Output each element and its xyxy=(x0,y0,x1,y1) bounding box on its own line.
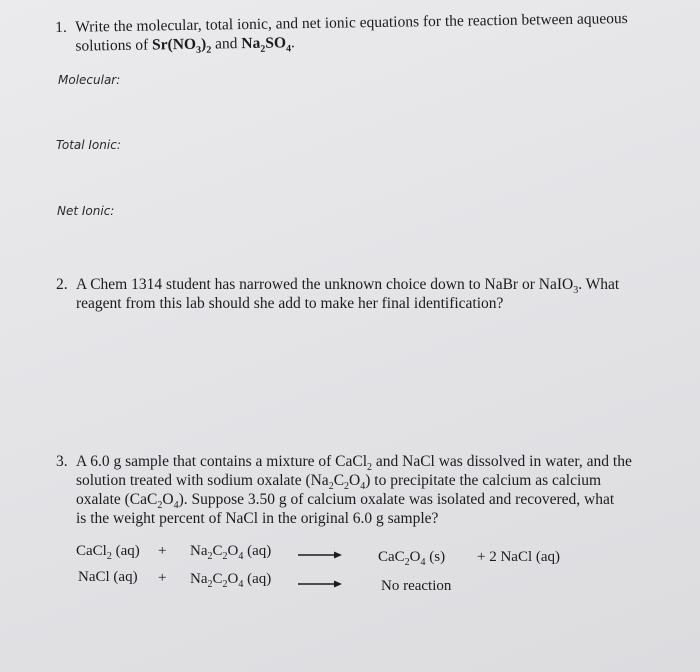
reaction-2-product: No reaction xyxy=(381,578,452,594)
reaction-1-product: $CaC_2O_4$ (s) xyxy=(378,549,446,568)
question-1 xyxy=(55,8,666,56)
reaction-1-reactant-2: $Na_2C_2O_4$ (aq) xyxy=(190,543,272,562)
question-1-number: 1. xyxy=(55,18,67,36)
reaction-1-plus: + xyxy=(158,543,167,559)
question-3-number: 3. xyxy=(56,453,68,470)
question-3-line-3: oxalate $(CaC_2O_4)$. Suppose 3.50 g of calcium oxalate was isolated and recovered, what xyxy=(76,491,615,512)
question-3-line-4: is the weight percent of NaCl in the original 6.0 g sample? xyxy=(76,510,439,527)
question-3-line-2: solution treated with sodium oxalate $(Na_2C_2O_4)$ to precipitate the calcium as calcium xyxy=(76,472,602,493)
label-total-ionic: Total Ionic: xyxy=(56,138,121,152)
reaction-2-reactant-2: $Na_2C_2O_4$ (aq) xyxy=(190,571,272,590)
question-2 xyxy=(56,275,666,313)
question-2-line-1: A Chem 1314 student has narrowed the unknown choice down to NaBr or NaIO$_3$. What xyxy=(76,276,620,297)
question-1-line-1: Write the molecular, total ionic, and net ionic equations for the reaction between aqueous xyxy=(75,10,628,36)
question-1-line-2: solutions of $Sr(NO_3)_2$ and $Na_2SO_4$. xyxy=(75,34,295,56)
formula-sodium-sulfate: $Na_2SO_4$ xyxy=(241,34,292,55)
label-net-ionic: Net Ionic: xyxy=(57,204,115,218)
reaction-1-product-2: + 2 NaCl (aq) xyxy=(477,549,561,565)
question-3-line-1: A 6.0 g sample that contains a mixture of CaCl$_2$ and NaCl was dissolved in water, and the xyxy=(76,453,632,474)
formula-strontium-nitrate: $Sr(NO_3)_2$ xyxy=(151,35,212,56)
question-2-number: 2. xyxy=(56,276,68,293)
question-2-line-2: reagent from this lab should she add to make her final identification? xyxy=(76,295,504,312)
question-1-line-2-prefix: solutions of xyxy=(75,36,153,55)
reaction-1-reactant-1: CaCl$_2$ (aq) xyxy=(76,543,140,562)
question-1-and: and xyxy=(211,35,242,53)
reaction-2-plus: + xyxy=(158,570,167,586)
question-3 xyxy=(56,452,671,528)
reaction-1-arrow-icon xyxy=(298,550,342,560)
label-molecular: Molecular: xyxy=(58,73,121,87)
reaction-2-arrow-icon xyxy=(298,579,342,589)
reaction-2-reactant-1: NaCl (aq) xyxy=(78,569,138,585)
